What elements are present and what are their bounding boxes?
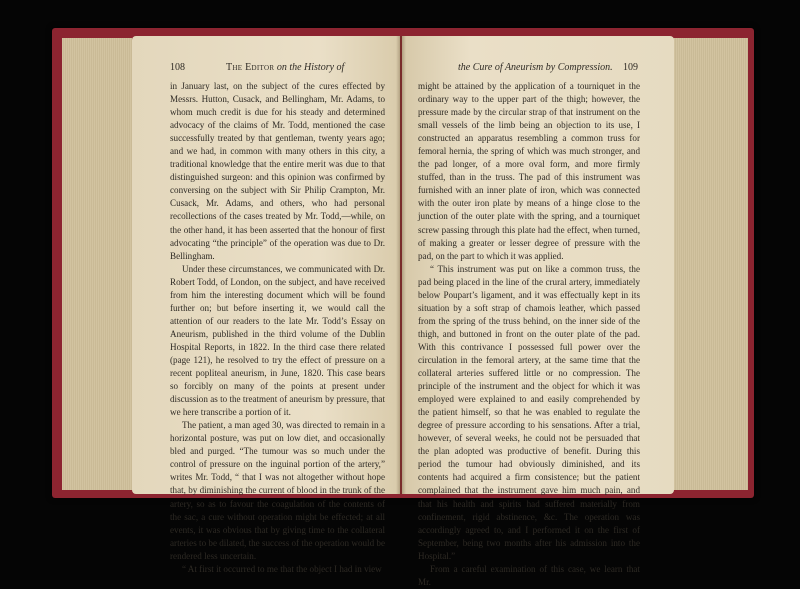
page-edges-right: [672, 38, 748, 490]
book-gutter: [396, 36, 406, 494]
left-page-body: [170, 80, 385, 576]
right-page: [402, 36, 674, 587]
paragraph: “ This instrument was put on like a common truss, the pad being placed in the line of the crural artery, immediately below Poupart’s ligament, and it was effectually kept in its situation by a soft strap of chamois leather, which passed from the spring of the truss behind, on the inner side of the thigh, and buttoned in front on the outer plate of the pad. With this contrivance I possessed full power over the circulation in the femoral artery, at the same time that the collateral arteries suffered little or no compression. The principle of the instrument and the object for which it was employed were explained to and easily comprehended by the patient himself, so that he was enabled to regulate the degree of pressure according to his sensations. After a trial, however, of several weeks, he could not be persuaded that the plan adopted was productive of benefit. During this period the tumour had obviously diminished, and its contents had acquired a firm consistence; but the patient complained that the instrument gave him much pain, and that his health and spirits had suffered materially from confinement, rigid abstinence, &c. The operation was accordingly agreed to, and I performed it on the first of September, being two months after his admission into the Hospital.”: [418, 263, 640, 561]
paragraph: “ At first it occurred to me that the object I had in view: [182, 563, 382, 574]
left-page: [132, 36, 400, 574]
paragraph: The patient, a man aged 30, was directed to remain in a horizontal posture, was put on low diet, and occasionally bled and purged. “The tumour was so much under the control of pressure on the inguinal portion of the artery,” writes Mr. Todd, “ that I was not altogether without hope that, by diminishing the current of blood in the trunk of the artery, so as to favour the coagulation of the contents of the sac, a cure without operation might be effected; at all events, it was obvious that by giving time to the collateral arteries to be dilated, the success of the operation would be rendered less uncertain.: [170, 420, 385, 561]
running-title-italic: the Cure of Aneurism by Compression.: [458, 62, 613, 73]
paragraph: Under these circumstances, we communicated with Dr. Robert Todd, of London, on the subject, and have received from him the interesting document which will be found further on; but before inserting it, we would call the attention of our readers to the late Mr. Todd’s Essay on Aneurism, published in the third volume of the Dublin Hospital Reports, in 1822. In the third case there related (page 121), he resolved to try the effect of pressure on a recent popliteal aneurism, in June, 1820. This case bears so forcibly on many of the points at present under discussion as to the treatment of aneurism by pressure, that we here transcribe a portion of it.: [170, 263, 385, 418]
running-title-caps: The Editor: [226, 62, 275, 73]
page-number: 109: [623, 62, 638, 73]
paragraph: From a careful examination of this case, we learn that Mr.: [418, 563, 640, 587]
right-page-body: [418, 80, 640, 589]
running-title: [226, 62, 344, 73]
paragraph: in January last, on the subject of the cures effected by Messrs. Hutton, Cusack, and Bellingham, Mr. Adams, to whom much credit is due for his steady and determined advocacy of the claims of Mr. Todd, mentioned the case successfully treated by that gentleman, twenty years ago; and we had, in common with many others in this city, a traditional knowledge that the entire merit was due to that distinguished surgeon: and this opinion was confirmed by conversing on the subject with Sir Philip Crampton, Mr. Cusack, Mr. Adams, and others, who had personal recollections of the cases treated by Mr. Todd,—while, on the other hand, it has been asserted that the honour of first advocating “the principle” of the operation was due to Dr. Bellingham.: [170, 81, 385, 261]
paragraph: might be attained by the application of a tourniquet in the ordinary way to the upper part of the thigh; however, the pressure made by the circular strap of that instrument on the small vessels of the limb being an objection to its use, I constructed an apparatus resembling a common truss for femoral hernia, the spring of which was much stronger, and the pad longer, of a more oval form, and more firmly stuffed, than in the truss. The pad of this instrument was furnished with an inner plate of iron, which was connected with the outer iron plate by means of a hinge close to the junction of the outer plate with the spring, and a tourniquet screw passing through this plate had the effect, when turned, of making a greater or lesser degree of pressure with the pad, on the part to which it was applied.: [418, 81, 640, 261]
page-edges-left: [62, 38, 132, 490]
page-number: 108: [170, 62, 185, 73]
running-title-italic: on the History of: [276, 62, 345, 73]
